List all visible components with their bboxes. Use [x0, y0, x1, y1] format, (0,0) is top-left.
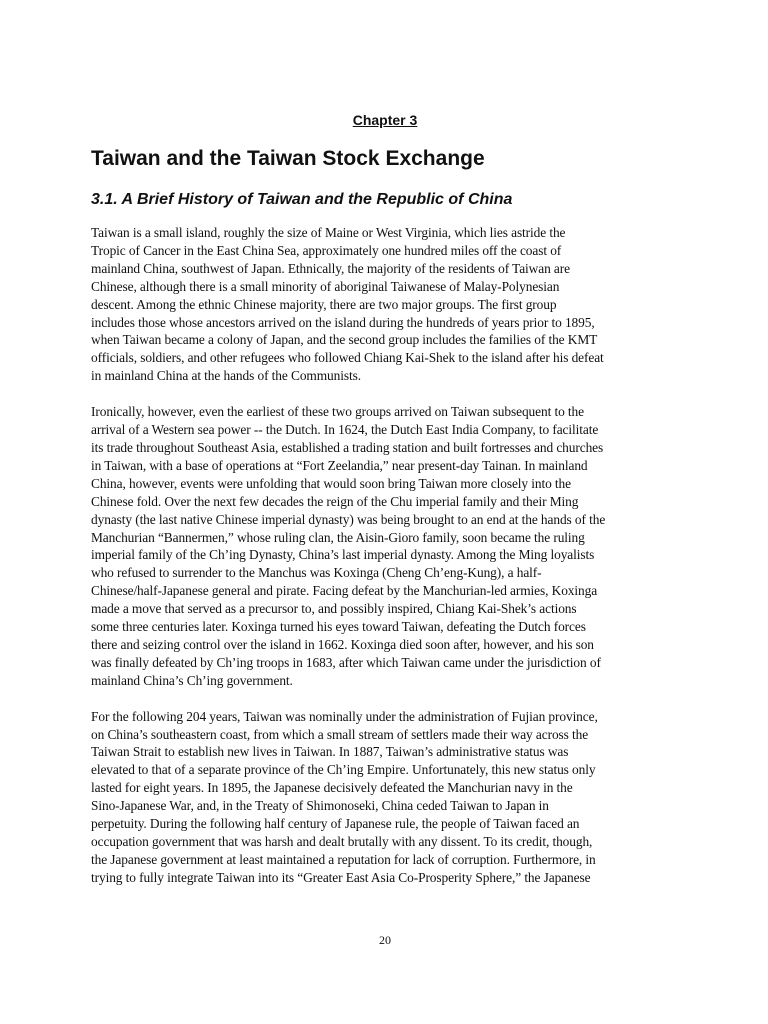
text-line: imperial family of the Ch’ing Dynasty, China’s last imperial dynasty. Among the Ming loyalists: [91, 547, 595, 563]
text-line: Sino-Japanese War, and, in the Treaty of Shimonoseki, China ceded Taiwan to Japan in: [91, 798, 549, 814]
text-line: mainland China’s Ch’ing government.: [91, 672, 293, 688]
text-line: Ironically, however, even the earliest of these two groups arrived on Taiwan subsequent to the: [91, 404, 584, 420]
text-line: in Taiwan, with a base of operations at “Fort Zeelandia,” near present-day Tainan. In mainland: [91, 457, 588, 473]
text-line: arrival of a Western sea power -- the Dutch. In 1624, the Dutch East India Company, to facilitate: [91, 422, 599, 438]
text-line: Taiwan Strait to establish new lives in Taiwan. In 1887, Taiwan’s administrative status was: [91, 744, 569, 760]
text-line: on China’s southeastern coast, from which a small stream of settlers made their way across the: [91, 726, 589, 742]
chapter-title: Taiwan and the Taiwan Stock Exchange: [91, 147, 485, 170]
text-line: officials, soldiers, and other refugees who followed Chiang Kai-Shek to the island after his defeat: [91, 350, 604, 366]
text-line: was finally defeated by Ch’ing troops in 1683, after which Taiwan came under the jurisdiction of: [91, 654, 601, 670]
text-line: in mainland China at the hands of the Communists.: [91, 368, 361, 384]
text-line: its trade throughout Southeast Asia, established a trading station and built fortresses and churches: [91, 439, 604, 455]
body-text: [91, 224, 679, 905]
document-page: [91, 0, 679, 1024]
text-line: Manchurian “Bannermen,” whose ruling clan, the Aisin-Gioro family, soon became the ruling: [91, 529, 585, 545]
text-line: when Taiwan became a colony of Japan, and the second group includes the families of the KMT: [91, 332, 598, 348]
text-line: dynasty (the last native Chinese imperial dynasty) was being brought to an end at the hands of the: [91, 511, 606, 527]
text-line: who refused to surrender to the Manchus was Koxinga (Cheng Ch’eng-Kung), a half-: [91, 565, 542, 581]
text-line: Chinese/half-Japanese general and pirate. Facing defeat by the Manchurian-led armies, Koxinga: [91, 583, 598, 599]
text-line: made a move that served as a precursor to, and possibly inspired, Chiang Kai-Shek’s actions: [91, 601, 577, 617]
text-line: mainland China, southwest of Japan. Ethnically, the majority of the residents of Taiwan are: [91, 260, 570, 276]
text-line: there and seizing control over the island in 1662. Koxinga died soon after, however, and his son: [91, 636, 594, 652]
paragraph-1: [91, 224, 679, 385]
paragraph-3: [91, 708, 679, 887]
text-line: lasted for eight years. In 1895, the Japanese decisively defeated the Manchurian navy in the: [91, 780, 573, 796]
text-line: occupation government that was harsh and dealt brutally with any dissent. To its credit, though,: [91, 834, 593, 849]
paragraph-2: [91, 403, 679, 690]
chapter-label: Chapter 3: [352, 112, 418, 128]
text-line: trying to fully integrate Taiwan into its “Greater East Asia Co-Prosperity Sphere,” the Japanese: [91, 869, 591, 885]
text-line: Chinese fold. Over the next few decades the reign of the Chu imperial family and their Ming: [91, 493, 579, 509]
text-line: China, however, events were unfolding that would soon bring Taiwan more closely into the: [91, 475, 571, 491]
page-number: 20: [379, 933, 391, 947]
section-title: 3.1. A Brief History of Taiwan and the Republic of China: [91, 191, 513, 208]
text-line: Tropic of Cancer in the East China Sea, approximately one hundred miles off the coast of: [91, 242, 562, 258]
text-line: For the following 204 years, Taiwan was nominally under the administration of Fujian province,: [91, 708, 598, 724]
text-line: the Japanese government at least maintained a reputation for lack of corruption. Furthermore, in: [91, 851, 596, 867]
text-line: elevated to that of a separate province of the Ch’ing Empire. Unfortunately, this new status only: [91, 762, 596, 778]
text-line: perpetuity. During the following half century of Japanese rule, the people of Taiwan faced an: [91, 816, 580, 832]
text-line: includes those whose ancestors arrived on the island during the hundreds of years prior to 1895,: [91, 314, 595, 330]
text-line: Taiwan is a small island, roughly the size of Maine or West Virginia, which lies astride the: [91, 225, 566, 240]
text-line: some three centuries later. Koxinga turned his eyes toward Taiwan, defeating the Dutch forces: [91, 619, 586, 635]
text-line: Chinese, although there is a small minority of aboriginal Taiwanese of Malay-Polynesian: [91, 278, 560, 294]
text-line: descent. Among the ethnic Chinese majority, there are two major groups. The first group: [91, 296, 557, 312]
